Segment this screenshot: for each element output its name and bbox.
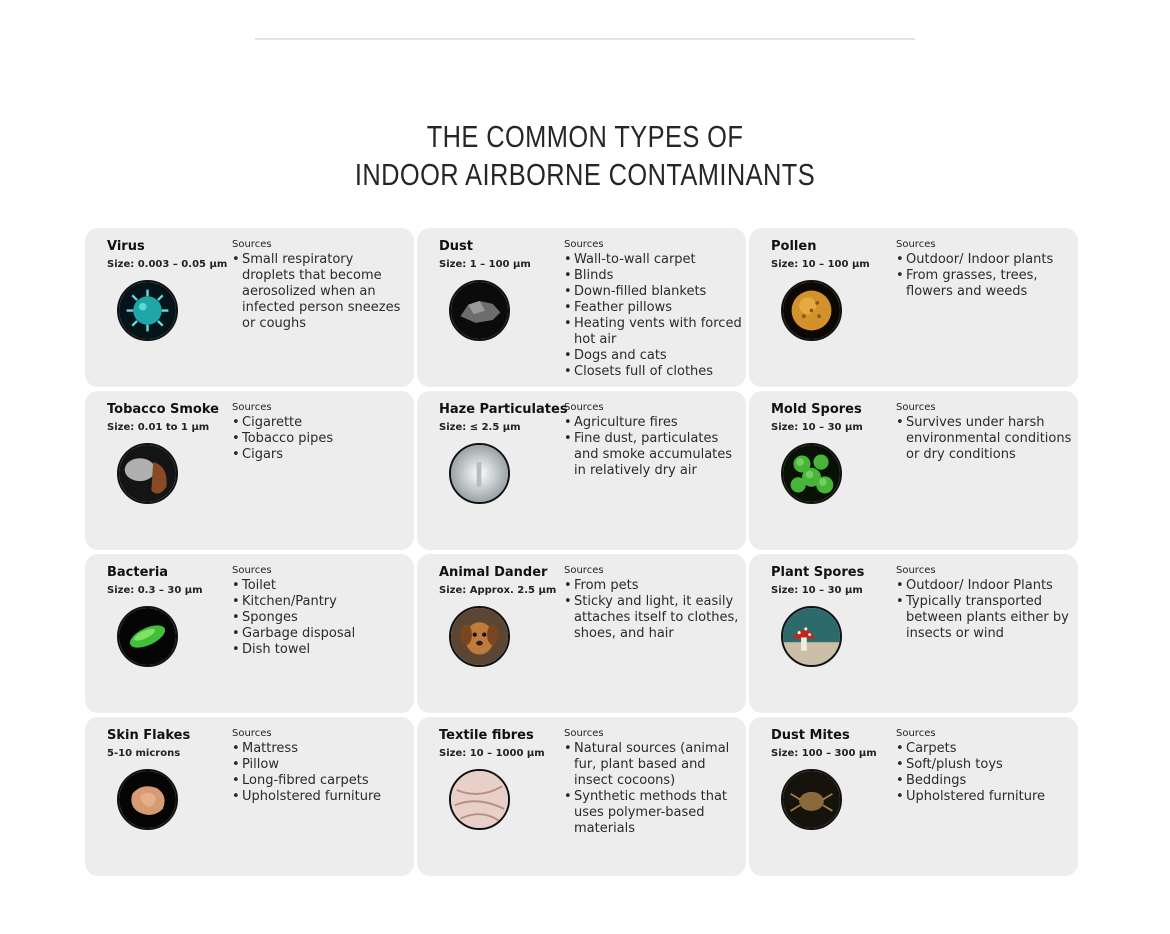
sources-label: Sources — [896, 239, 936, 250]
contaminant-card-virus — [85, 228, 414, 387]
contaminant-card-textile-fibres — [417, 717, 746, 876]
source-item: • Small respiratory droplets that become aerosolized when an infected person sneezes or coughs — [232, 252, 410, 332]
source-item: • Soft/plush toys — [896, 757, 1074, 773]
source-item: • Toilet — [232, 578, 410, 594]
contaminant-name: Textile fibres — [439, 728, 534, 743]
contaminant-card-bacteria — [85, 554, 414, 713]
sources-list — [564, 252, 742, 380]
source-item: • Dogs and cats — [564, 348, 742, 364]
sources-list — [232, 578, 410, 658]
contaminant-card-tobacco-smoke — [85, 391, 414, 550]
sources-section — [896, 239, 1074, 300]
source-item: • Dish towel — [232, 642, 410, 658]
sources-section — [564, 728, 742, 837]
contaminant-card-dust-mites — [749, 717, 1078, 876]
sources-list — [232, 741, 410, 805]
contaminant-size: Size: 100 – 300 µm — [771, 748, 877, 759]
source-item: • Blinds — [564, 268, 742, 284]
sources-section — [232, 565, 410, 658]
contaminant-name: Mold Spores — [771, 402, 862, 417]
sources-list — [896, 741, 1074, 805]
contaminant-name: Haze Particulates — [439, 402, 568, 417]
contaminant-name: Tobacco Smoke — [107, 402, 219, 417]
source-item: • Closets full of clothes — [564, 364, 742, 380]
sources-section — [896, 565, 1074, 642]
source-item: • Garbage disposal — [232, 626, 410, 642]
puppy-icon — [449, 606, 510, 667]
source-item: • Pillow — [232, 757, 410, 773]
sources-section — [232, 402, 410, 463]
contaminant-size: Size: 10 – 30 µm — [771, 585, 863, 596]
sources-section — [564, 239, 742, 380]
sources-list — [896, 252, 1074, 300]
source-item: • Wall-to-wall carpet — [564, 252, 742, 268]
sources-label: Sources — [564, 565, 604, 576]
sources-list — [564, 741, 742, 837]
source-item: • Down-filled blankets — [564, 284, 742, 300]
page-title-line-2: INDOOR AIRBORNE CONTAMINANTS — [354, 157, 816, 192]
contaminant-card-dust — [417, 228, 746, 387]
contaminant-size: Size: 10 – 1000 µm — [439, 748, 545, 759]
contaminant-name: Dust — [439, 239, 473, 254]
contaminant-name: Dust Mites — [771, 728, 850, 743]
sources-section — [564, 565, 742, 642]
source-item: • Carpets — [896, 741, 1074, 757]
contaminant-card-mold-spores — [749, 391, 1078, 550]
source-item: • Feather pillows — [564, 300, 742, 316]
page-title-line-1: THE COMMON TYPES OF — [426, 119, 744, 154]
source-item: • Cigarette — [232, 415, 410, 431]
source-item: • Sticky and light, it easily attaches itself to clothes, shoes, and hair — [564, 594, 742, 642]
sources-label: Sources — [232, 728, 272, 739]
contaminant-size: Size: 10 – 100 µm — [771, 259, 870, 270]
source-item: • Tobacco pipes — [232, 431, 410, 447]
contaminant-size: 5-10 microns — [107, 748, 181, 759]
contaminant-name: Animal Dander — [439, 565, 548, 580]
sources-label: Sources — [564, 728, 604, 739]
sources-section — [896, 728, 1074, 805]
sources-section — [564, 402, 742, 479]
contaminant-name: Pollen — [771, 239, 817, 254]
source-item: • Mattress — [232, 741, 410, 757]
source-item: • Survives under harsh environmental conditions or dry conditions — [896, 415, 1074, 463]
source-item: • Natural sources (animal fur, plant based and insect cocoons) — [564, 741, 742, 789]
contaminant-size: Size: 0.3 – 30 µm — [107, 585, 203, 596]
source-item: • Upholstered furniture — [232, 789, 410, 805]
contaminant-size: Size: 0.003 – 0.05 µm — [107, 259, 228, 270]
pollen-icon — [781, 280, 842, 341]
source-item: • Upholstered furniture — [896, 789, 1074, 805]
sources-label: Sources — [896, 565, 936, 576]
top-divider — [255, 38, 915, 40]
source-item: • Beddings — [896, 773, 1074, 789]
contaminant-name: Skin Flakes — [107, 728, 191, 743]
dust-icon — [449, 280, 510, 341]
sources-label: Sources — [896, 728, 936, 739]
contaminant-name: Virus — [107, 239, 145, 254]
contaminant-size: Size: ≤ 2.5 µm — [439, 422, 521, 433]
sources-label: Sources — [564, 402, 604, 413]
sources-label: Sources — [564, 239, 604, 250]
contaminant-size: Size: 10 – 30 µm — [771, 422, 863, 433]
sources-list — [564, 578, 742, 642]
mushroom-icon — [781, 606, 842, 667]
source-item: • From pets — [564, 578, 742, 594]
dust-mite-icon — [781, 769, 842, 830]
sources-list — [896, 415, 1074, 463]
textile-fibres-icon — [449, 769, 510, 830]
sources-section — [896, 402, 1074, 463]
sources-label: Sources — [232, 239, 272, 250]
sources-list — [896, 578, 1074, 642]
haze-icon — [449, 443, 510, 504]
source-item: • Synthetic methods that uses polymer-based materials — [564, 789, 742, 837]
contaminant-size: Size: Approx. 2.5 µm — [439, 585, 557, 596]
sources-label: Sources — [896, 402, 936, 413]
contaminant-card-plant-spores — [749, 554, 1078, 713]
tobacco-smoke-icon — [117, 443, 178, 504]
source-item: • Fine dust, particulates and smoke accumulates in relatively dry air — [564, 431, 742, 479]
mold-spores-icon — [781, 443, 842, 504]
contaminant-name: Bacteria — [107, 565, 169, 580]
source-item: • From grasses, trees, flowers and weeds — [896, 268, 1074, 300]
page-title — [105, 118, 1064, 194]
contaminant-card-pollen — [749, 228, 1078, 387]
skin-flakes-icon — [117, 769, 178, 830]
contaminant-grid — [85, 228, 1078, 875]
source-item: • Outdoor/ Indoor plants — [896, 252, 1074, 268]
source-item: • Typically transported between plants either by insects or wind — [896, 594, 1074, 642]
source-item: • Long-fibred carpets — [232, 773, 410, 789]
bacteria-icon — [117, 606, 178, 667]
sources-label: Sources — [232, 402, 272, 413]
contaminant-card-animal-dander — [417, 554, 746, 713]
source-item: • Outdoor/ Indoor Plants — [896, 578, 1074, 594]
virus-icon — [117, 280, 178, 341]
contaminant-size: Size: 1 – 100 µm — [439, 259, 531, 270]
source-item: • Kitchen/Pantry — [232, 594, 410, 610]
sources-list — [232, 415, 410, 463]
sources-section — [232, 239, 410, 332]
contaminant-name: Plant Spores — [771, 565, 865, 580]
source-item: • Cigars — [232, 447, 410, 463]
contaminant-card-skin-flakes — [85, 717, 414, 876]
contaminant-size: Size: 0.01 to 1 µm — [107, 422, 210, 433]
contaminant-card-haze-particulates — [417, 391, 746, 550]
source-item: • Heating vents with forced hot air — [564, 316, 742, 348]
source-item: • Agriculture fires — [564, 415, 742, 431]
sources-section — [232, 728, 410, 805]
source-item: • Sponges — [232, 610, 410, 626]
sources-label: Sources — [232, 565, 272, 576]
sources-list — [564, 415, 742, 479]
sources-list — [232, 252, 410, 332]
